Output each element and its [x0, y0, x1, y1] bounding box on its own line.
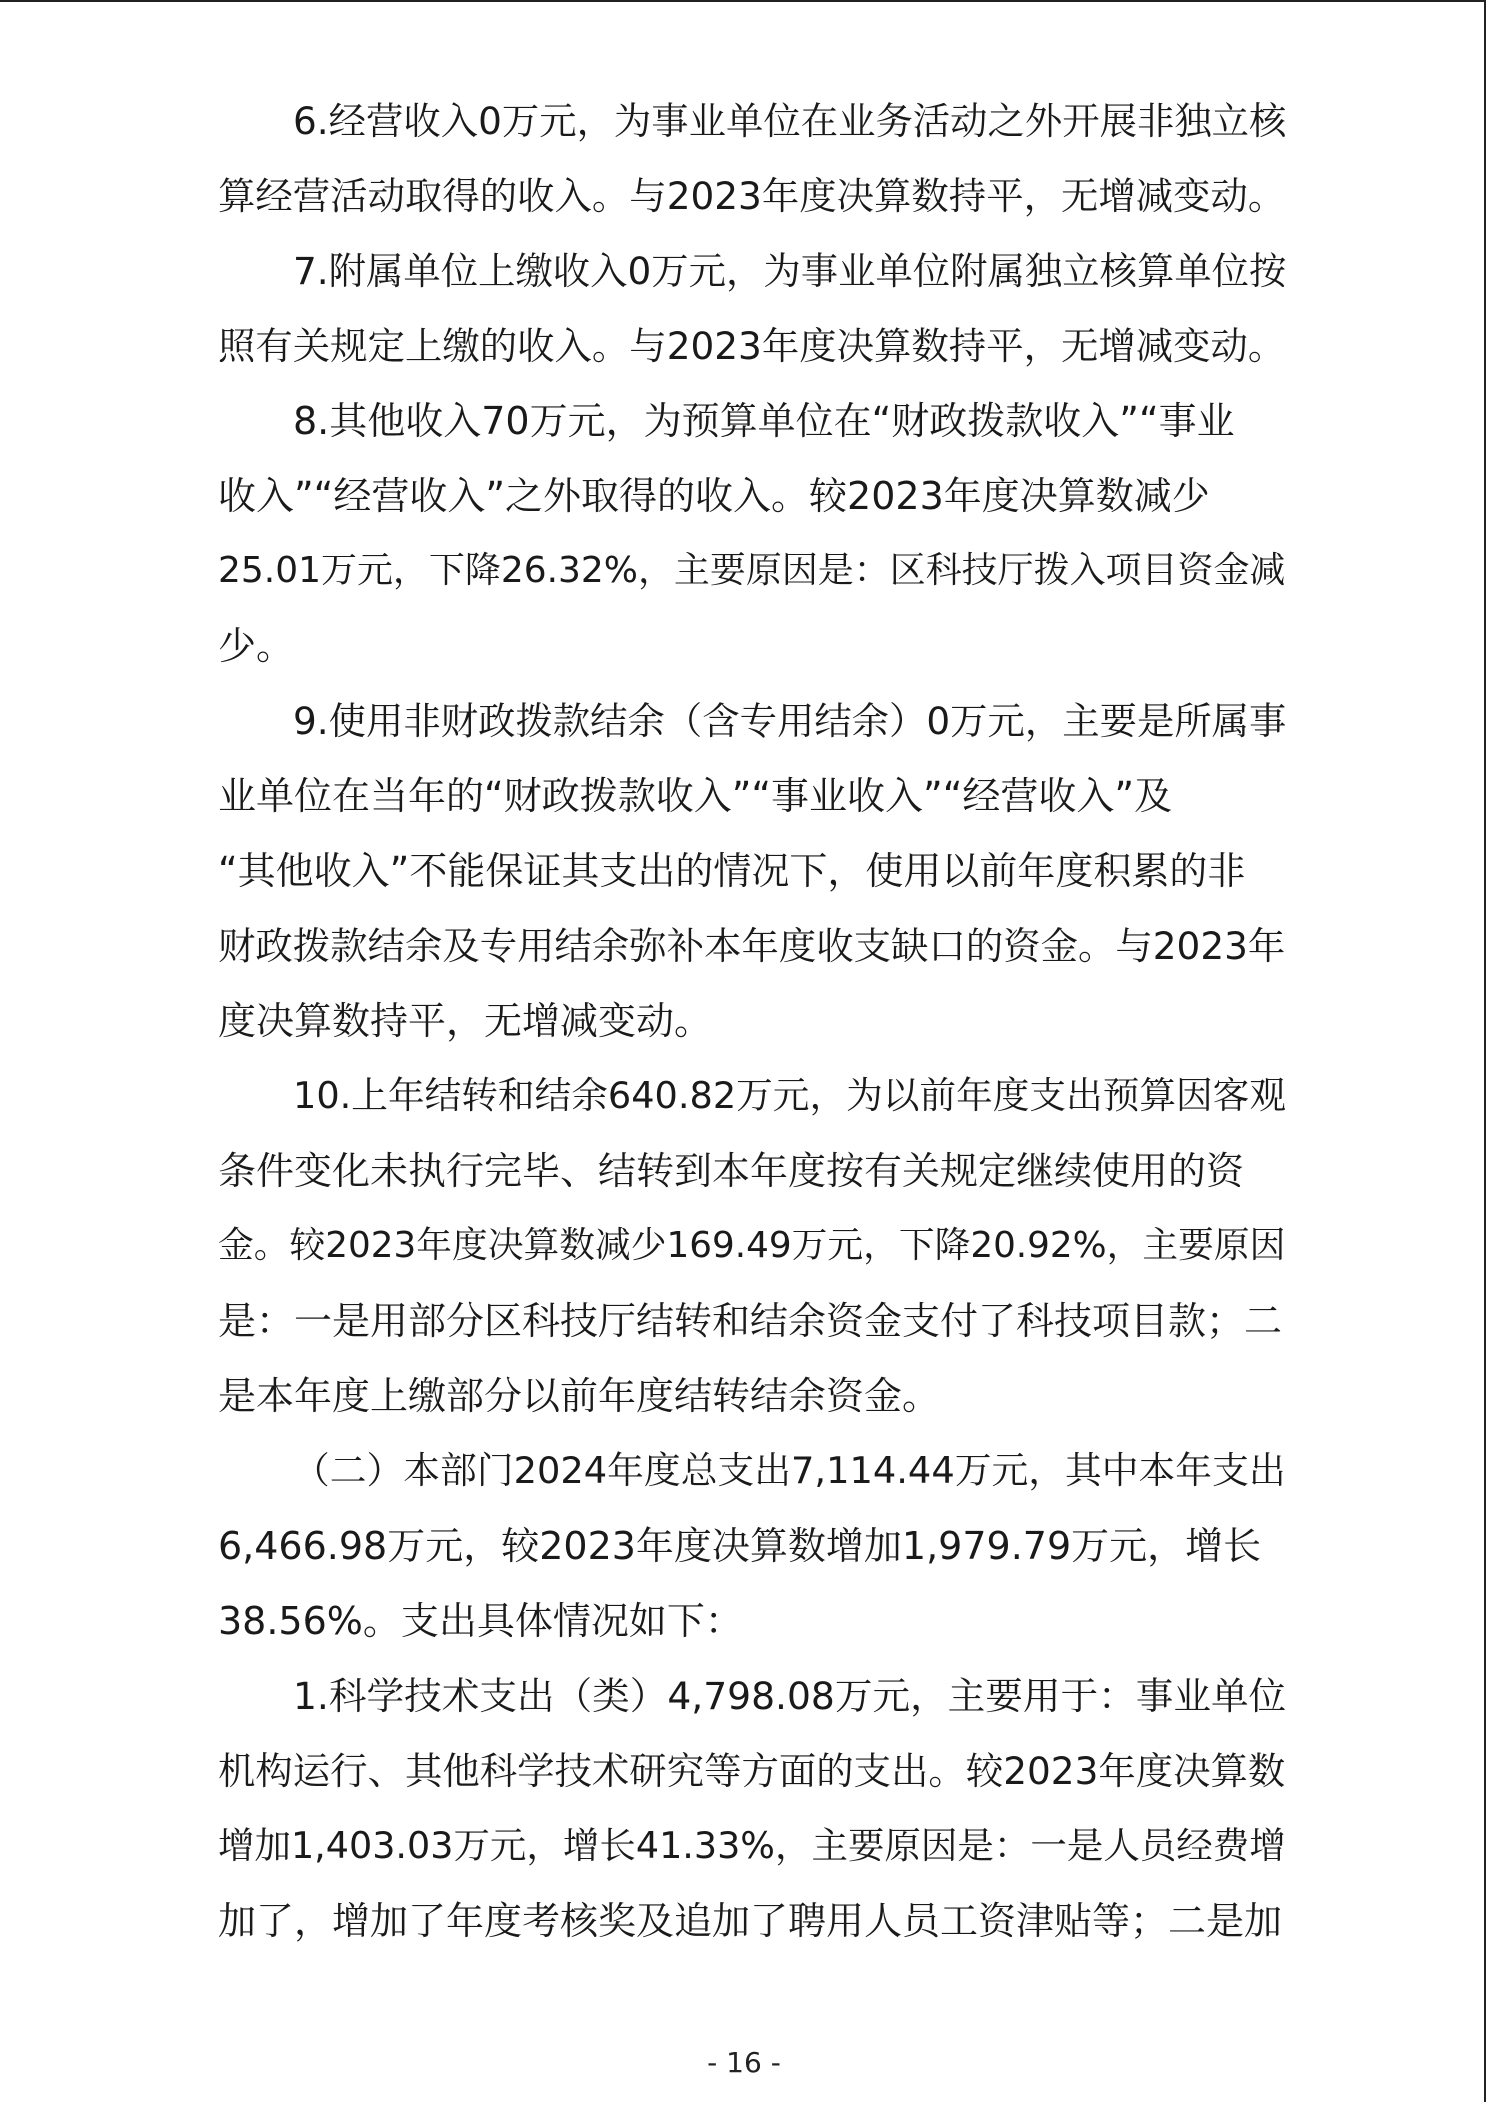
- text-line: 是本年度上缴部分以前年度结转结余资金。: [218, 1374, 941, 1418]
- text-line: 9.使用非财政拨款结余（含专用结余）0万元，主要是所属事: [293, 699, 1287, 743]
- text-line: 38.56%。支出具体情况如下：: [218, 1599, 743, 1643]
- section-heading-line: （二）本部门2024年度总支出7,114.44万元，其中本年支出: [293, 1449, 1286, 1492]
- text-line: 少。: [218, 624, 295, 668]
- text-line: 6,466.98万元，较2023年度决算数增加1,979.79万元，增长: [218, 1524, 1262, 1568]
- text-line: 10.上年结转和结余640.82万元，为以前年度支出预算因客观: [293, 1074, 1286, 1117]
- text-line: 财政拨款结余及专用结余弥补本年度收支缺口的资金。与2023年: [218, 924, 1286, 968]
- text-line: 8.其他收入70万元，为预算单位在“财政拨款收入”“事业: [293, 399, 1235, 443]
- text-line: 照有关规定上缴的收入。与2023年度决算数持平，无增减变动。: [218, 324, 1286, 368]
- text-line: 机构运行、其他科学技术研究等方面的支出。较2023年度决算数: [218, 1749, 1286, 1793]
- text-line: 增加1,403.03万元，增长41.33%，主要原因是：一是人员经费增: [218, 1824, 1286, 1867]
- text-line: 业单位在当年的“财政拨款收入”“事业收入”“经营收入”及: [218, 774, 1173, 818]
- text-line: 度决算数持平，无增减变动。: [218, 999, 713, 1043]
- text-line: 加了，增加了年度考核奖及追加了聘用人员工资津贴等；二是加: [218, 1899, 1283, 1943]
- text-line: 25.01万元，下降26.32%，主要原因是：区科技厅拨入项目资金减: [218, 550, 1286, 591]
- text-line: 是：一是用部分区科技厅结转和结余资金支付了科技项目款；二: [218, 1299, 1283, 1343]
- text-line: 1.科学技术支出（类）4,798.08万元，主要用于：事业单位: [293, 1674, 1287, 1718]
- text-line: 收入”“经营收入”之外取得的收入。较2023年度决算数减少: [218, 474, 1210, 518]
- page-number: - 16 -: [707, 2046, 781, 2079]
- text-line: 6.经营收入0万元，为事业单位在业务活动之外开展非独立核: [293, 99, 1287, 143]
- text-line: 算经营活动取得的收入。与2023年度决算数持平，无增减变动。: [218, 174, 1286, 218]
- text-line: 条件变化未执行完毕、结转到本年度按有关规定继续使用的资: [218, 1149, 1245, 1193]
- text-line: “其他收入”不能保证其支出的情况下，使用以前年度积累的非: [218, 849, 1246, 893]
- text-line: 7.附属单位上缴收入0万元，为事业单位附属独立核算单位按: [293, 249, 1287, 293]
- text-line: 金。较2023年度决算数减少169.49万元，下降20.92%，主要原因: [218, 1225, 1286, 1266]
